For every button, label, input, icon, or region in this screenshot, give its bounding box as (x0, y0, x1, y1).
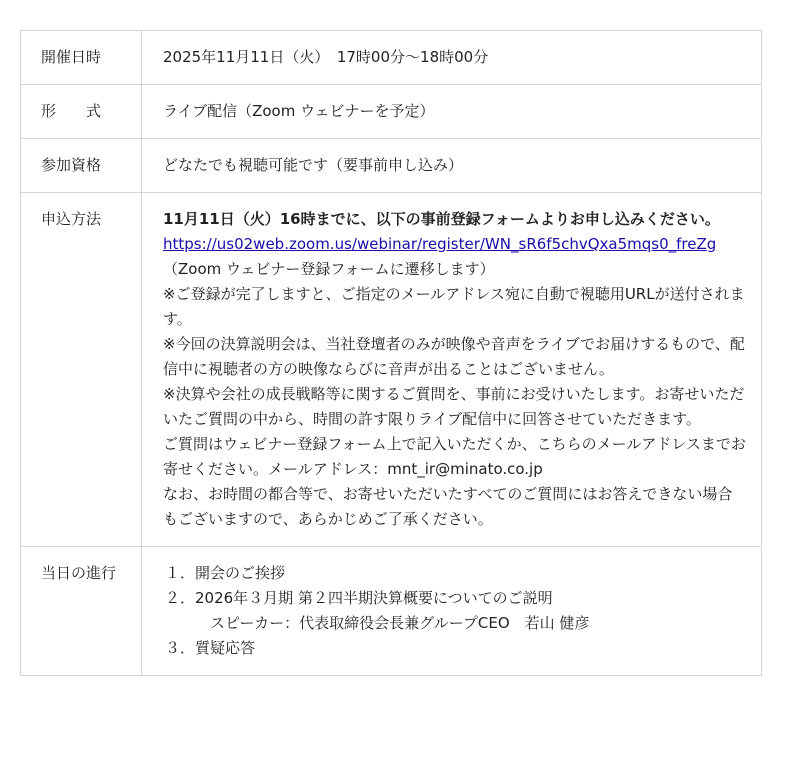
agenda-row (21, 547, 762, 676)
link-note: （Zoom ウェビナー登録フォームに遷移します） (163, 260, 495, 278)
apply-value (142, 193, 762, 547)
apply-row (21, 193, 762, 547)
format-value: ライブ配信（Zoom ウェビナーを予定） (142, 85, 762, 139)
agenda-value (142, 547, 762, 676)
date-label: 開催日時 (21, 31, 142, 85)
disclaimer-note: なお、お時間の都合等で、お寄せいただいたすべてのご質問にはお答えできない場合もございますので、あらかじめご了承ください。 (163, 485, 733, 528)
event-info-table (20, 30, 762, 676)
apply-label: 申込方法 (21, 193, 142, 547)
date-value: 2025年11月11日（火） 17時00分～18時00分 (142, 31, 762, 85)
format-label: 形 式 (21, 85, 142, 139)
questions-email-note: ご質問はウェビナー登録フォーム上で記入いただくか、こちらのメールアドレスまでお寄せください。メールアドレス：mnt_ir@minato.co.jp (163, 435, 746, 478)
agenda-item-opening: １．開会のご挨拶 (165, 564, 286, 582)
agenda-item-results: ２．2026年３月期 第２四半期決算概要についてのご説明 (165, 589, 553, 607)
broadcast-note: ※今回の決算説明会は、当社登壇者のみが映像や音声をライブでお届けするもので、配信中に視聴者の方の映像ならびに音声が出ることはございません。 (163, 335, 745, 378)
format-row (21, 85, 762, 139)
eligibility-row (21, 139, 762, 193)
eligibility-value: どなたでも視聴可能です（要事前申し込み） (142, 139, 762, 193)
agenda-item-qa: ３．質疑応答 (165, 639, 256, 657)
registration-link[interactable]: https://us02web.zoom.us/webinar/register/WN_sR6f5chvQxa5mqs0_freZg (163, 235, 717, 253)
registration-note: ※ご登録が完了しますと、ご指定のメールアドレス宛に自動で視聴用URLが送付されます。 (163, 285, 745, 328)
date-row (21, 31, 762, 85)
agenda-label: 当日の進行 (21, 547, 142, 676)
registration-deadline: 11月11日（火）16時までに、以下の事前登録フォームよりお申し込みください。 (163, 210, 720, 228)
eligibility-label: 参加資格 (21, 139, 142, 193)
agenda-speaker: スピーカー：代表取締役会長兼グループCEO 若山 健彦 (210, 614, 590, 632)
questions-note: ※決算や会社の成長戦略等に関するご質問を、事前にお受けいたします。お寄せいただいたご質問の中から、時間の許す限りライブ配信中に回答させていただきます。 (163, 385, 745, 428)
